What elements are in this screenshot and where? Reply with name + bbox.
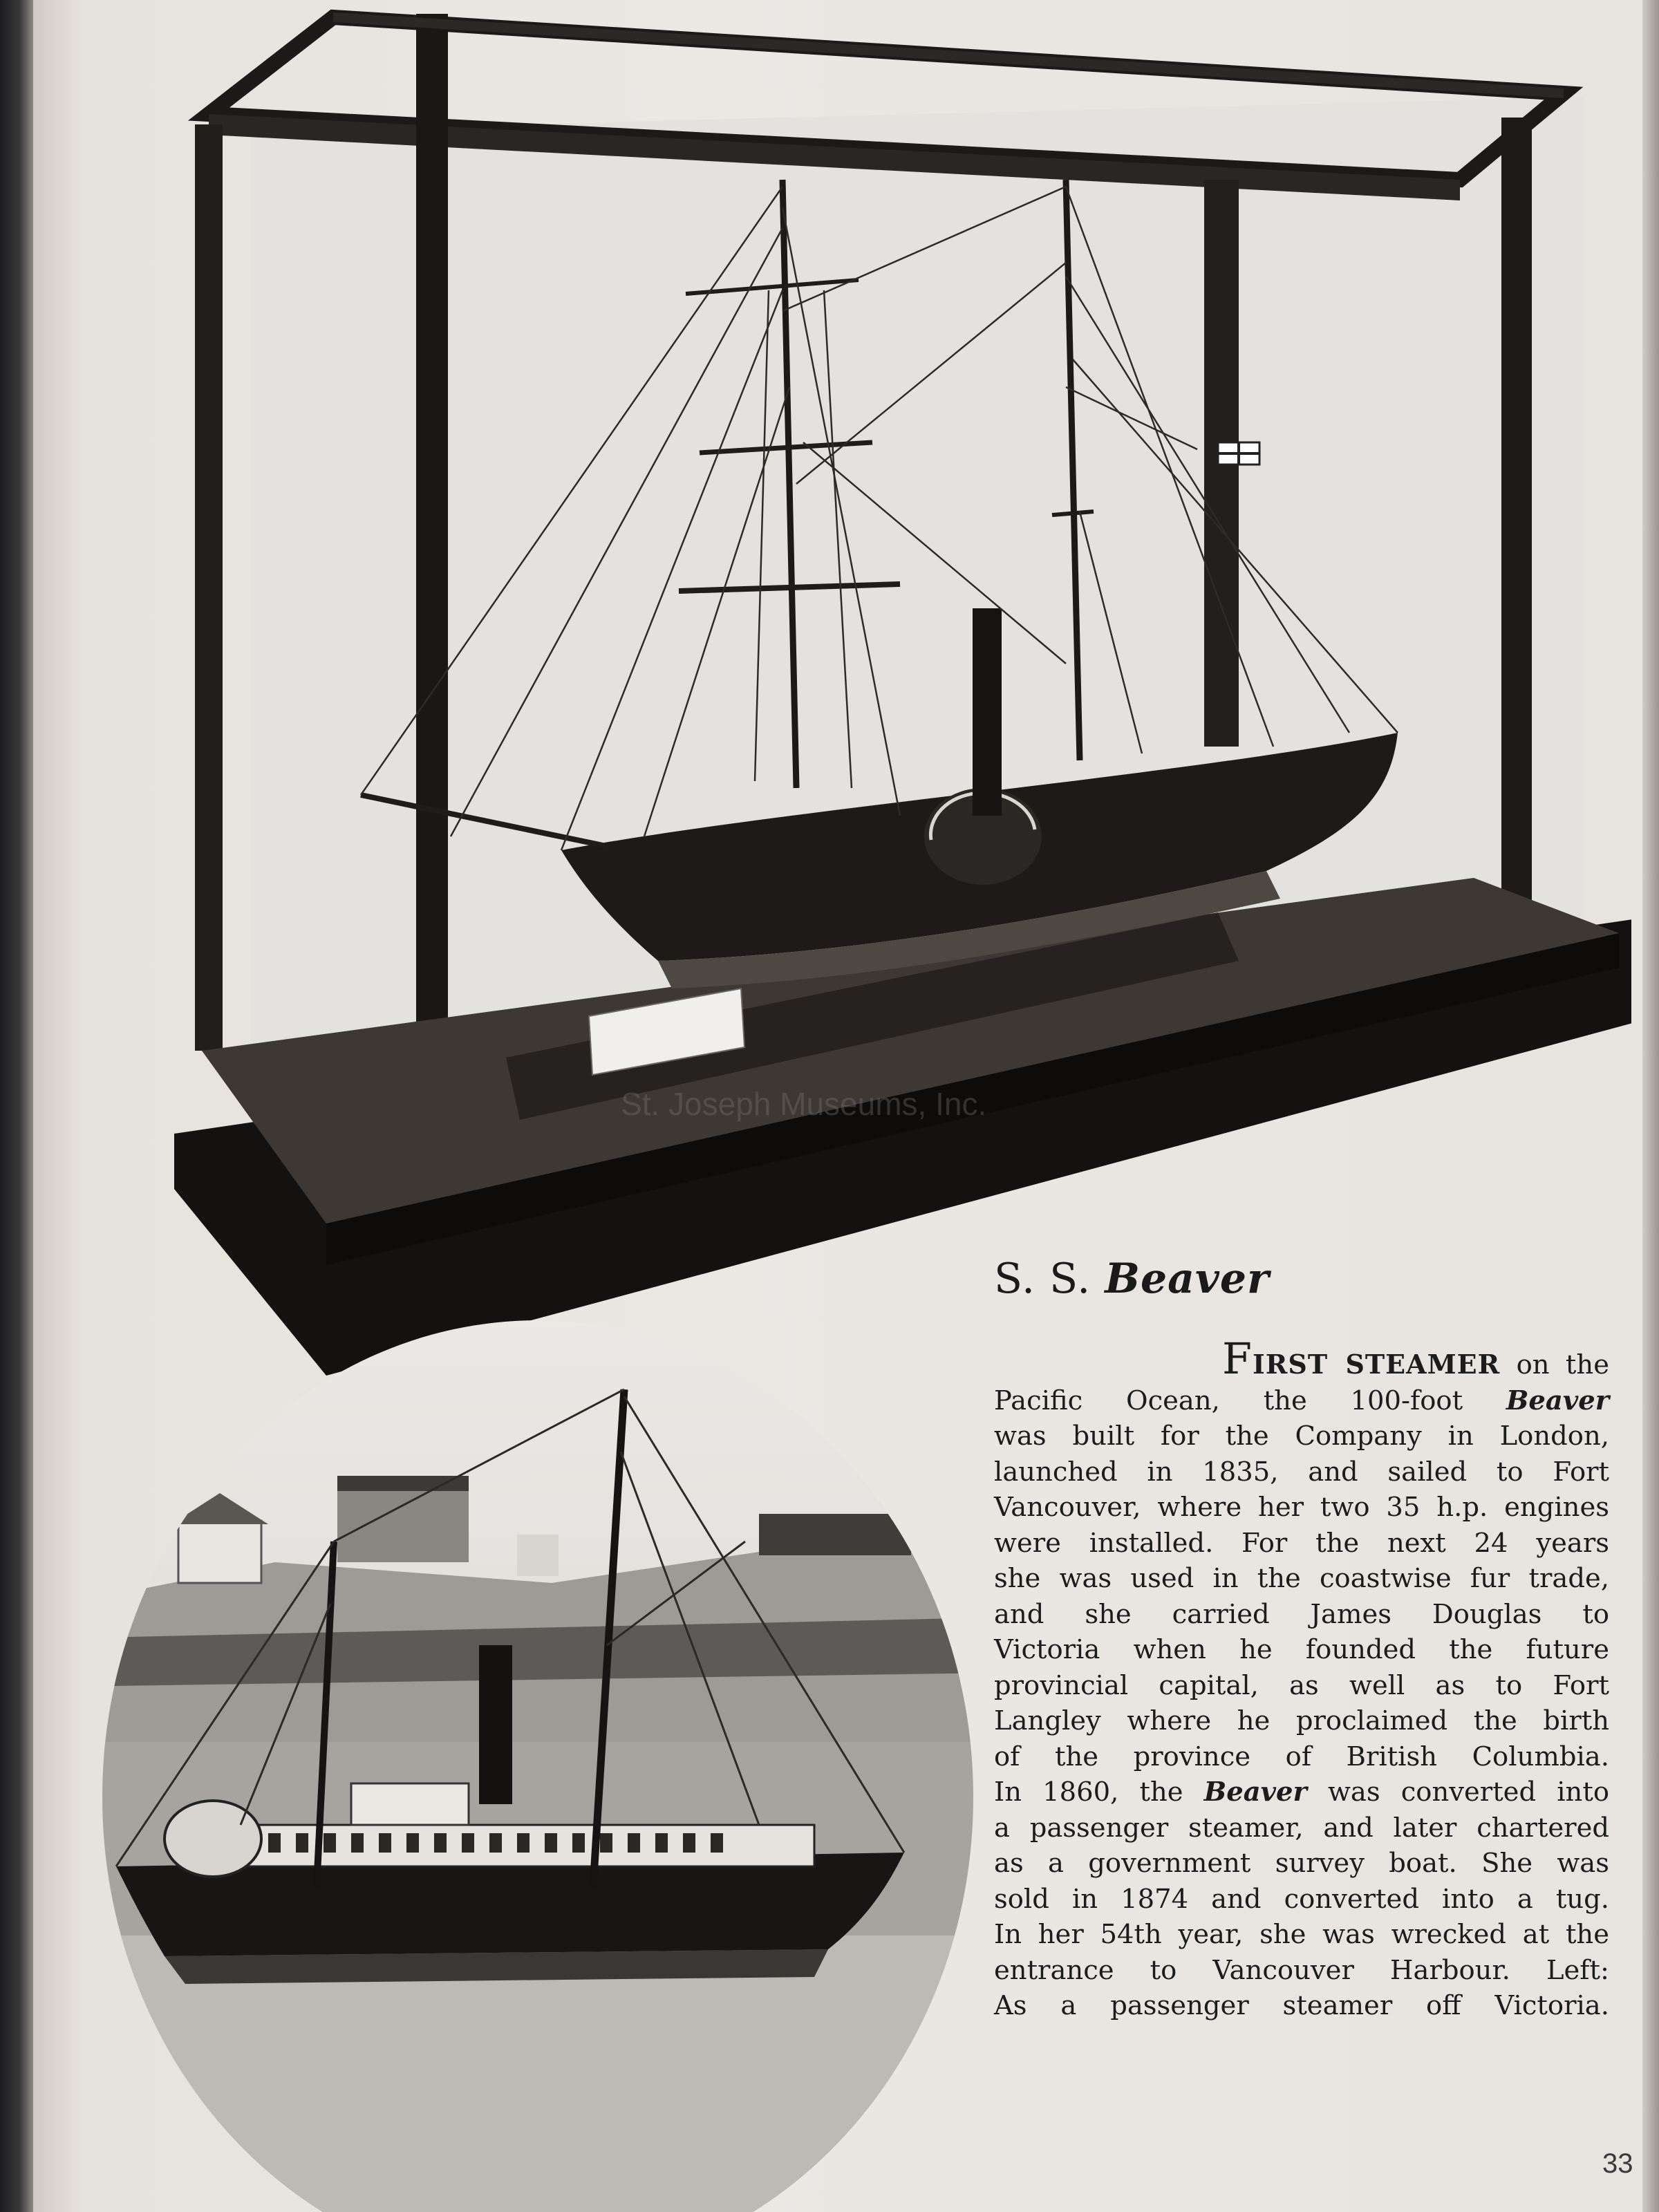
article-line [994,1383,1609,1419]
article-line [994,1418,1609,1454]
article-line [994,1597,1609,1633]
article-line [994,1988,1609,2024]
text-run: Langley where he proclaimed the birth [994,1705,1609,1736]
watermark: St. Joseph Museums, Inc. [621,1086,987,1122]
text-run: a passenger steamer, and later chartered [994,1812,1609,1844]
text-run: entrance to Vancouver Harbour. Left: [994,1954,1609,1986]
lead-smallcaps: IRST STEAMER [1253,1349,1501,1380]
article-title [994,1255,1616,1303]
magazine-page [33,0,1659,2212]
article-line [994,1810,1609,1846]
drop-cap: F [1222,1333,1253,1384]
title-ship-name: Beaver [1105,1255,1270,1303]
text-run: she was used in the coastwise fur trade, [994,1563,1609,1594]
article-line [994,1846,1609,1882]
text-run: provincial capital, as well as to Fort [994,1669,1609,1701]
text-run: Pacific Ocean, the 100-foot [994,1385,1506,1416]
article-line [994,1882,1609,1918]
text-run: and she carried James Douglas to [994,1598,1609,1630]
first-line-rest [1500,1349,1609,1380]
article-line [994,1739,1609,1775]
ship-name-italic: Beaver [1203,1777,1307,1808]
article-line [994,1454,1609,1490]
text-run: sold in 1874 and converted into a tug. [994,1883,1609,1915]
article-line [994,1668,1609,1704]
text-run: as a government survey boat. She was [994,1848,1609,1879]
article-first-line [994,1333,1609,1384]
text-run: on the [1500,1349,1609,1380]
page-edge [1642,0,1659,2212]
article-line [994,1703,1609,1739]
text-run: of the province of British Columbia. [994,1741,1609,1772]
article-line [994,1774,1609,1810]
page-number: 33 [1602,2148,1633,2179]
book-spine [0,0,33,2212]
article-line [994,1561,1609,1597]
article-line [994,1917,1609,1953]
text-run: Vancouver, where her two 35 h.p. engines [994,1492,1609,1523]
article-line [994,1490,1609,1526]
text-run: were installed. For the next 24 years [994,1527,1609,1559]
text-run: Victoria when he founded the future [994,1634,1609,1665]
article-line [994,1953,1609,1989]
ship-model-photo [160,0,1631,1376]
text-run: was converted into [1306,1777,1609,1808]
article-line [994,1632,1609,1668]
text-run: In 1860, the [994,1777,1204,1808]
ship-name-italic: Beaver [1506,1385,1609,1416]
beaver-steamer-photo [68,1313,994,2212]
text-run: In her 54th year, she was wrecked at the [994,1919,1609,1950]
text-run: As a passenger steamer off Victoria. [994,1990,1609,2021]
article-line [994,1526,1609,1562]
text-run: launched in 1835, and sailed to Fort [994,1456,1609,1488]
article-body [994,1333,1609,2024]
title-prefix: S. S. [994,1255,1091,1303]
text-run: was built for the Company in London, [994,1421,1609,1452]
